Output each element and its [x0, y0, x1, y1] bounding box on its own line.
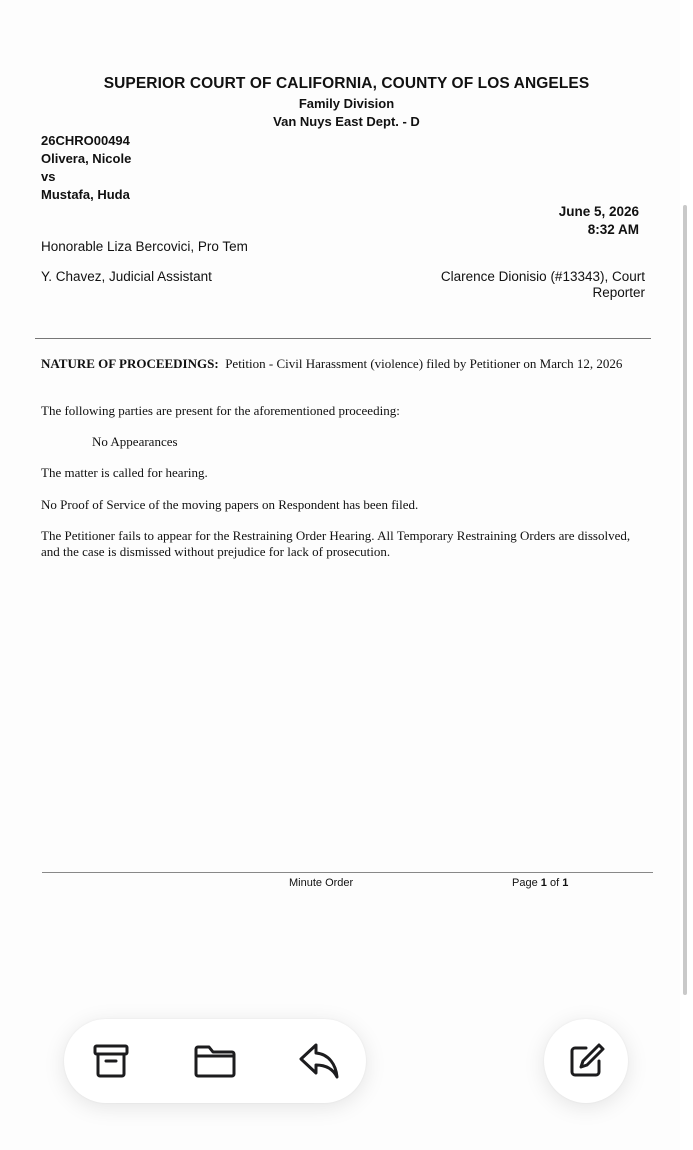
footer-doc-type: Minute Order: [289, 877, 354, 889]
reply-button[interactable]: [293, 1035, 345, 1087]
hearing-datetime: [559, 203, 639, 239]
compose-icon: [566, 1041, 606, 1081]
proof-of-service: No Proof of Service of the moving papers on Respondent has been filed.: [41, 497, 419, 512]
matter-called: The matter is called for hearing.: [41, 465, 208, 480]
case-caption: [41, 132, 131, 204]
archive-icon: [91, 1041, 131, 1081]
compose-button[interactable]: [560, 1035, 612, 1087]
compose-fab: [544, 1019, 628, 1103]
parties-present: The following parties are present for the aforementioned proceeding:: [41, 403, 400, 418]
nature-text: Petition - Civil Harassment (violence) filed by Petitioner on March 12, 2026: [225, 356, 623, 371]
judicial-assistant: Y. Chavez, Judicial Assistant: [41, 269, 212, 284]
division-title: Family Division: [298, 96, 395, 111]
folder-icon: [192, 1041, 238, 1081]
footer-page-number: Page 1 of 1: [512, 877, 569, 889]
department-title: Van Nuys East Dept. - D: [273, 114, 420, 129]
petitioner-name: Olivera, Nicole: [41, 151, 132, 166]
hearing-date: June 5, 2026: [558, 204, 639, 219]
hearing-outcome: The Petitioner fails to appear for the Restraining Order Hearing. All Temporary Restraining Orders are dissolved, and the case is dismissed without prejudice for lack of prosecution.: [41, 528, 631, 559]
judge-name: Honorable Liza Bercovici, Pro Tem: [41, 239, 248, 254]
respondent-name: Mustafa, Huda: [41, 187, 130, 202]
header-divider: [35, 338, 651, 339]
versus-label: vs: [41, 169, 56, 184]
footer-divider: [42, 872, 653, 873]
move-to-folder-button[interactable]: [189, 1035, 241, 1087]
nature-of-proceedings: [41, 356, 641, 372]
court-title: SUPERIOR COURT OF CALIFORNIA, COUNTY OF LOS ANGELES: [103, 75, 590, 92]
case-number: 26CHRO00494: [41, 133, 130, 148]
bottom-toolbar: [64, 1019, 366, 1103]
nature-label: NATURE OF PROCEEDINGS:: [41, 356, 219, 371]
reply-icon: [297, 1041, 341, 1081]
vertical-scrollbar[interactable]: [683, 205, 687, 995]
hearing-time: 8:32 AM: [587, 222, 639, 237]
court-reporter: Clarence Dionisio (#13343), Court Reporter: [440, 269, 645, 300]
appearances: No Appearances: [92, 434, 178, 449]
archive-button[interactable]: [85, 1035, 137, 1087]
